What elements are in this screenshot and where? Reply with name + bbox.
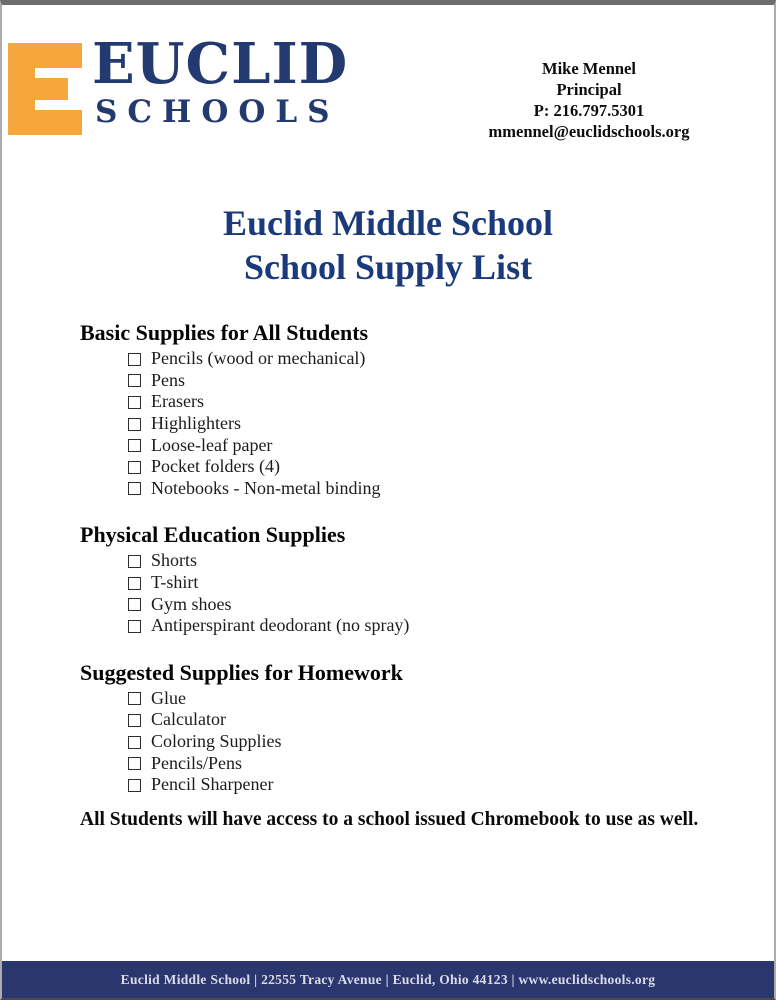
checkbox-icon bbox=[128, 714, 141, 727]
supply-item bbox=[128, 370, 725, 392]
supply-item bbox=[128, 688, 725, 710]
supply-item-label: Calculator bbox=[151, 709, 226, 730]
checkbox-icon bbox=[128, 396, 141, 409]
supply-item-label: Pencils (wood or mechanical) bbox=[151, 348, 366, 369]
checkbox-icon bbox=[128, 555, 141, 568]
footer-bar bbox=[2, 961, 774, 998]
supply-item-label: T-shirt bbox=[151, 572, 199, 593]
page-title-line1: Euclid Middle School bbox=[222, 203, 554, 243]
supply-item-label: Gym shoes bbox=[151, 593, 232, 614]
supply-item bbox=[128, 615, 725, 637]
supply-item-label: Pencils/Pens bbox=[151, 752, 243, 773]
supply-item-label: Coloring Supplies bbox=[151, 731, 282, 752]
supply-item bbox=[128, 731, 725, 753]
supply-item-label: Pens bbox=[151, 369, 186, 390]
supply-item bbox=[128, 434, 725, 456]
contact-name: Mike Mennel bbox=[542, 59, 636, 78]
contact-block bbox=[439, 58, 739, 142]
footer-text: Euclid Middle School | 22555 Tracy Avenue | Euclid, Ohio 44123 | www.euclidschools.org bbox=[120, 971, 656, 987]
supply-item-label: Pencil Sharpener bbox=[151, 774, 274, 795]
checkbox-icon bbox=[128, 779, 141, 792]
chromebook-note: All Students will have access to a school issued Chromebook to use as well. bbox=[80, 809, 699, 830]
supply-item bbox=[128, 413, 725, 435]
logo-wordmark-euclid: EUCLID bbox=[92, 31, 349, 97]
supply-item bbox=[128, 550, 725, 572]
supply-item bbox=[128, 774, 725, 796]
supply-item-label: Antiperspirant deodorant (no spray) bbox=[151, 615, 410, 636]
checkbox-icon bbox=[128, 461, 141, 474]
supply-list bbox=[128, 688, 725, 796]
supply-item bbox=[128, 478, 725, 500]
supply-item-label: Erasers bbox=[151, 391, 204, 412]
supply-list bbox=[128, 348, 725, 499]
section-heading: Physical Education Supplies bbox=[80, 522, 346, 548]
checkbox-icon bbox=[128, 374, 141, 387]
supply-list bbox=[128, 550, 725, 636]
supply-item-label: Notebooks - Non-metal binding bbox=[151, 477, 381, 498]
checkbox-icon bbox=[128, 439, 141, 452]
checkbox-icon bbox=[128, 482, 141, 495]
page-title bbox=[2, 201, 774, 289]
supply-item bbox=[128, 391, 725, 413]
checkbox-icon bbox=[128, 353, 141, 366]
contact-title: Principal bbox=[556, 80, 622, 99]
supply-item-label: Glue bbox=[151, 687, 186, 708]
supply-item bbox=[128, 752, 725, 774]
supply-item-label: Highlighters bbox=[151, 413, 241, 434]
section-suggested-supplies-for-homework bbox=[80, 660, 725, 796]
checkbox-icon bbox=[128, 736, 141, 749]
supply-item-label: Loose-leaf paper bbox=[151, 434, 273, 455]
section-basic-supplies-for-all-students bbox=[80, 320, 725, 499]
checkbox-icon bbox=[128, 577, 141, 590]
contact-phone: P: 216.797.5301 bbox=[533, 101, 645, 120]
supply-item bbox=[128, 593, 725, 615]
section-physical-education-supplies bbox=[80, 522, 725, 636]
checkbox-icon bbox=[128, 620, 141, 633]
supply-sections bbox=[80, 320, 725, 819]
supply-item-label: Shorts bbox=[151, 550, 198, 571]
supply-item bbox=[128, 348, 725, 370]
checkbox-icon bbox=[128, 598, 141, 611]
euclid-e-icon bbox=[8, 43, 82, 135]
checkbox-icon bbox=[128, 418, 141, 431]
supply-item bbox=[128, 709, 725, 731]
checkbox-icon bbox=[128, 692, 141, 705]
logo-wordmark-schools: SCHOOLS bbox=[95, 94, 340, 130]
contact-email: mmennel@euclidschools.org bbox=[488, 122, 690, 141]
page-title-line2: School Supply List bbox=[243, 247, 533, 287]
supply-item-label: Pocket folders (4) bbox=[151, 456, 280, 477]
section-heading: Basic Supplies for All Students bbox=[80, 320, 369, 345]
supply-item bbox=[128, 456, 725, 478]
section-heading: Suggested Supplies for Homework bbox=[80, 659, 403, 685]
supply-item bbox=[128, 572, 725, 594]
checkbox-icon bbox=[128, 757, 141, 770]
